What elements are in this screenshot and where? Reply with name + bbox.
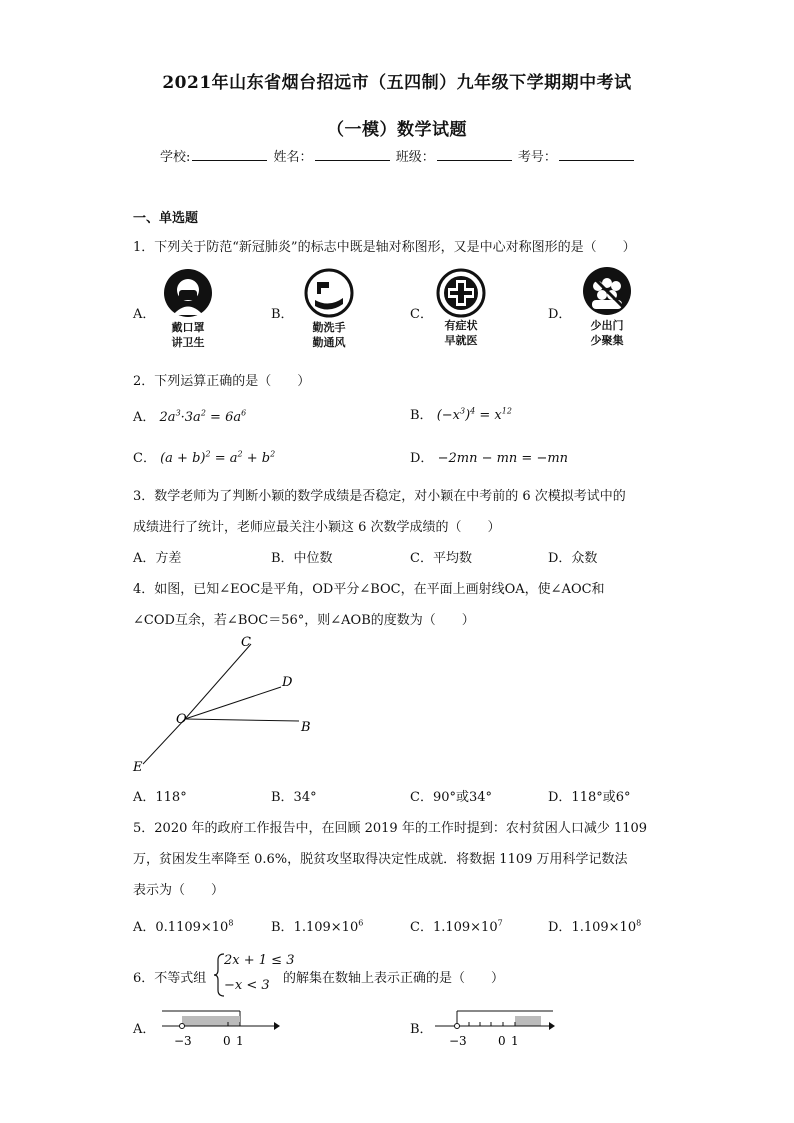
q6-option-b-letter: B． bbox=[410, 1022, 433, 1037]
q2-d-expression: −2mn − mn = −mn bbox=[437, 451, 569, 466]
q1-option-a-letter: A． bbox=[133, 307, 156, 322]
q1-option-d-icon bbox=[582, 266, 632, 320]
tick-label-0: 0 bbox=[223, 1034, 231, 1048]
label-line: 戴口罩 bbox=[171, 321, 205, 334]
q5-option-d bbox=[548, 916, 641, 935]
label-line: 勤洗手 bbox=[312, 321, 346, 334]
question-3-line-2: 成绩进行了统计，老师应最关注小颖这 6 次数学成绩的（ ） bbox=[133, 520, 501, 535]
school-blank bbox=[192, 148, 267, 161]
medical-cross-icon bbox=[436, 268, 486, 318]
q4-option-d: D．118°或6° bbox=[548, 790, 631, 805]
q1-option-b-letter: B． bbox=[271, 307, 294, 322]
q2-option-c bbox=[133, 447, 275, 466]
q1-option-d-letter: D． bbox=[548, 307, 572, 322]
option-exponent: 7 bbox=[497, 918, 503, 928]
option-exponent: 6 bbox=[358, 918, 364, 928]
q4-option-c: C．90°或34° bbox=[410, 790, 493, 805]
question-5-line-2: 万，贫困发生率降至 0.6%，脱贫攻坚取得决定性成就．将数据 1109 万用科学记数法 bbox=[133, 852, 628, 867]
option-letter: A． bbox=[133, 410, 156, 425]
label-line: 有症状 bbox=[444, 319, 478, 332]
option-letter: A． bbox=[133, 920, 156, 935]
option-base: 1.109×10 bbox=[432, 920, 498, 935]
q1-option-b-label bbox=[294, 320, 364, 350]
label-line: 少出门 bbox=[590, 319, 624, 332]
q4-option-a: A．118° bbox=[133, 790, 187, 805]
question-2-text: 2．下列运算正确的是（ ） bbox=[133, 374, 311, 389]
question-1-text: 1．下列关于防范“新冠肺炎”的标志中既是轴对称图形，又是中心对称图形的是（ ） bbox=[133, 240, 636, 255]
section-heading: 一、单选题 bbox=[133, 211, 199, 226]
q3-option-c: C．平均数 bbox=[410, 551, 472, 566]
arrow-icon bbox=[549, 1022, 555, 1030]
option-exponent: 8 bbox=[636, 918, 642, 928]
option-letter: D． bbox=[410, 451, 434, 466]
q2-b-expression: $(-x^3)^4 = x^{12}$ bbox=[436, 406, 512, 423]
class-blank bbox=[437, 148, 512, 161]
q1-option-c-label bbox=[426, 318, 496, 348]
option-letter: B． bbox=[410, 408, 433, 423]
q1-option-c-letter: C． bbox=[410, 307, 433, 322]
label-e: E bbox=[133, 760, 143, 775]
question-6-prefix: 6．不等式组 bbox=[133, 971, 207, 986]
q2-option-d bbox=[410, 447, 568, 466]
arrow-icon bbox=[274, 1022, 280, 1030]
q3-option-d: D．众数 bbox=[548, 551, 598, 566]
option-base: 1.109×10 bbox=[571, 920, 637, 935]
open-point bbox=[455, 1024, 460, 1029]
option-letter: B． bbox=[271, 920, 294, 935]
q6-option-a-letter: A． bbox=[133, 1022, 156, 1037]
label-o: O bbox=[176, 712, 187, 727]
inequality-1: 2x + 1 ≤ 3 bbox=[224, 953, 295, 968]
label-line: 少聚集 bbox=[590, 334, 624, 347]
question-4-line-2: ∠COD互余，若∠BOC＝56°，则∠AOB的度数为（ ） bbox=[133, 613, 475, 628]
q1-option-c-icon bbox=[436, 268, 486, 322]
label-line: 讲卫生 bbox=[171, 336, 205, 349]
question-5-line-3: 表示为（ ） bbox=[133, 883, 225, 898]
shaded-region bbox=[515, 1016, 541, 1026]
handwash-icon bbox=[304, 268, 354, 318]
number-label: 考号： bbox=[517, 150, 557, 165]
tick-label-1: 1 bbox=[236, 1034, 244, 1048]
name-label: 姓名： bbox=[273, 150, 313, 165]
q2-c-expression: $(a + b)^2 = a^2 + b^2$ bbox=[160, 449, 276, 466]
tick-label-1: 1 bbox=[511, 1034, 519, 1048]
option-letter: C． bbox=[410, 920, 433, 935]
label-c: C bbox=[241, 635, 251, 650]
q2-a-expression: $2a^3\cdot 3a^2 = 6a^6$ bbox=[159, 408, 247, 425]
inequality-2: −x < 3 bbox=[224, 978, 270, 993]
question-3-line-1: 3．数学老师为了判断小颖的数学成绩是否稳定，对小颖在中考前的 6 次模拟考试中的 bbox=[133, 489, 626, 504]
angle-figure bbox=[125, 630, 335, 780]
q5-option-a bbox=[133, 916, 233, 935]
student-info-line bbox=[160, 146, 636, 165]
open-point bbox=[180, 1024, 185, 1029]
label-line: 勤通风 bbox=[312, 336, 346, 349]
q1-option-d-label bbox=[572, 318, 642, 348]
option-letter: D． bbox=[548, 920, 572, 935]
q3-option-b: B．中位数 bbox=[271, 551, 333, 566]
option-base: 1.109×10 bbox=[293, 920, 359, 935]
tick-label-neg3: −3 bbox=[449, 1034, 467, 1048]
q2-option-a bbox=[133, 406, 246, 425]
q1-option-b-icon bbox=[304, 268, 354, 322]
q1-option-a-label bbox=[153, 320, 223, 350]
no-crowd-icon bbox=[582, 266, 632, 316]
class-label: 班级： bbox=[395, 150, 435, 165]
label-d: D bbox=[282, 675, 293, 690]
tick-label-neg3: −3 bbox=[174, 1034, 192, 1048]
label-b: B bbox=[301, 720, 311, 735]
question-4-line-1: 4．如图，已知∠EOC是平角，OD平分∠BOC，在平面上画射线OA，使∠AOC和 bbox=[133, 582, 605, 597]
q3-option-a: A．方差 bbox=[133, 551, 182, 566]
question-5-line-1: 5．2020 年的政府工作报告中，在回顾 2019 年的工作时提到：农村贫困人口减少 1109 bbox=[133, 821, 648, 836]
ray-ob bbox=[185, 719, 299, 721]
q5-option-b bbox=[271, 916, 363, 935]
title-line-1: 2021年山东省烟台招远市（五四制）九年级下学期期中考试 bbox=[162, 73, 632, 93]
q6-option-b-number-line bbox=[425, 1000, 557, 1050]
q5-option-c bbox=[410, 916, 503, 935]
q6-option-a-number-line bbox=[150, 1000, 282, 1050]
shaded-region bbox=[182, 1016, 240, 1026]
label-line: 早就医 bbox=[444, 334, 478, 347]
question-6-suffix: 的解集在数轴上表示正确的是（ ） bbox=[283, 971, 505, 986]
number-blank bbox=[559, 148, 634, 161]
tick-label-0: 0 bbox=[498, 1034, 506, 1048]
mask-person-icon bbox=[163, 268, 213, 318]
name-blank bbox=[315, 148, 390, 161]
option-exponent: 8 bbox=[228, 918, 234, 928]
title-line-2: （一模）数学试题 bbox=[327, 120, 467, 140]
school-label: 学校: bbox=[160, 150, 191, 165]
q4-option-b: B．34° bbox=[271, 790, 317, 805]
q2-option-b bbox=[410, 404, 512, 423]
option-letter: C． bbox=[133, 451, 156, 466]
q1-option-a-icon bbox=[163, 268, 213, 322]
option-base: 0.1109×10 bbox=[155, 920, 229, 935]
